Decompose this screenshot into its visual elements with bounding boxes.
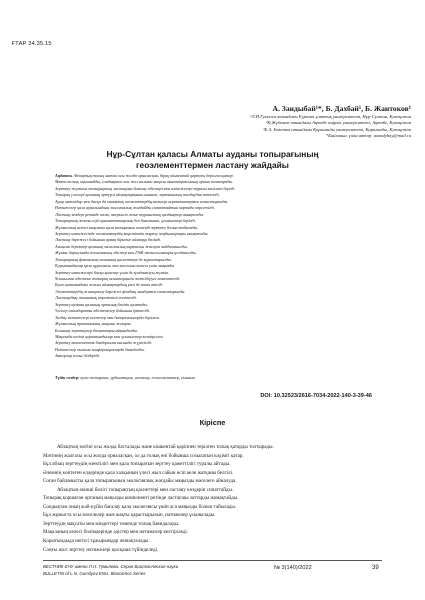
body-line: Абзацтың мәтіні осы жолда басталады және кішкентай қаріппен терілген толық қатарды толтырады. bbox=[57, 444, 274, 450]
body-line: Топырақ қоршаған ортаның маңызды компоненті ретінде ластаушы заттарды жинақтайды. bbox=[43, 495, 239, 502]
body-line: Мақаланың келесі бөлімдерінде әдістер мен нәтижелер келтіріледі. bbox=[43, 529, 189, 536]
abstract-line: Авторлар алғыс білдіреді. bbox=[55, 353, 101, 359]
abstract-line: Ауыр металдар мен басқа да химиялық элементтердің мөлшері нормативтермен салыстырылды. bbox=[55, 198, 229, 204]
abstract-line: Алынған деректер қаланың экологиялық картасын жасауға пайдаланылды. bbox=[55, 243, 188, 249]
body-line: Мәтіннің жалғасы осы жолда орналасқан, ол да толық ені бойынша созылатын кәдімгі қатар. bbox=[43, 452, 244, 459]
abstract-line: Мәтін толық оқылмайды, сондықтан осы жол ғылыми мақала аннотациясының орнын толтырады. bbox=[55, 179, 234, 185]
abstract-line: Нәтижелер ғылыми конференцияларда баяндалды. bbox=[55, 346, 146, 352]
authors: А. Зандыбай¹*, Б. Дахбай¹, Б. Жантоков¹ bbox=[272, 104, 411, 113]
abstract-line: Ластану дәрежесі бойынша аумақ бірнеше аймаққа бөлінді. bbox=[55, 237, 162, 243]
affiliation-line: ¹Л.Н.Гумилев атындағы Еуразия ұлттық университеті, Нұр-Сұлтан, Қазақстан bbox=[250, 114, 411, 119]
footer-journal-ru: ВЕСТНИК ЕНУ имени Л.Н. Гумилева. Серия Биологические науки bbox=[43, 564, 179, 569]
abstract-line: Ұсынылған әдістеме топырақ мониторингін жетілдіруге көмектеседі. bbox=[55, 276, 181, 281]
abstract-line: Мақалада негізгі қорытындылар мен ұсыныстар келтірілген. bbox=[55, 333, 164, 339]
abstract-text: Абзацтың толық мәтіні осы жолда орналасқан, бірақ кішкентай қаріппен берілген қатар. bbox=[73, 173, 234, 178]
body-line: Сондықтан оның жай-күйін бағалау қала экологиясы үшін аса маңызды болып табылады. bbox=[43, 503, 237, 510]
title-line: Нұр-Сұлтан қаласы Алматы ауданы топырағының bbox=[106, 149, 319, 159]
abstract-line: Зерттеу жұмысы топырақтың ластануын бағалау әдістері мен нәтижелері туралы мәлімет береді. bbox=[55, 185, 236, 191]
body-line: Қорытындыда негізгі тұжырымдар жинақталады. bbox=[43, 538, 150, 545]
article-title bbox=[0, 149, 425, 171]
abstract-line: Зерттеу нәтижелері басқа қалалар үшін де қолданылуы мүмкін. bbox=[55, 269, 170, 275]
affiliations bbox=[250, 114, 411, 140]
abstract-line: Зерттеу нәтижесінде элементтердің кеңістіктік таралу заңдылықтары анықталды. bbox=[55, 230, 209, 236]
body-line: Соңғы жол: зерттеу нәтижелері қысқаша түйінделеді. bbox=[43, 546, 159, 553]
abstract-line: Үлгілер стандартты әдістемелер бойынша іріктелді. bbox=[55, 308, 150, 314]
abstract-line: Талдау нәтижелері кестелер мен диаграммаларда берілген. bbox=[55, 314, 160, 320]
abstract-line: Қорытындылар қала құрылысы мен экология саласы үшін маңызды. bbox=[55, 263, 176, 269]
footer-journal-en: BULLETIN of L.N. Gumilyov ENU. Bioscience Series bbox=[43, 570, 146, 576]
section-heading-introduction: Кіріспе bbox=[199, 418, 226, 427]
abstract-line: Нәтижелер қала аумағындағы экологиялық жағдайды сипаттайтын картада көрсетілді. bbox=[55, 205, 215, 211]
body-line: Соған байланысты қала топырағының экологиялық жағдайы маңызды мәселеге айналуда. bbox=[43, 478, 237, 485]
affiliation-line: ²Қ.Жұбанов атындағы Ақтөбе өңірлік университеті, Ақтөбе, Қазақстан bbox=[266, 120, 411, 126]
abstract-line: Топырақ үлгілері қаланың әртүрлі аймақтарынан алынып, зертханалық талдаудан өткізілді. bbox=[55, 192, 220, 198]
body-line: Бұл абзац зерттеудің өзектілігі мен қала топырағын зерттеу қажеттілігі туралы айтады. bbox=[43, 461, 231, 468]
keywords bbox=[55, 375, 372, 381]
issue-number: № 3(140)/2022 bbox=[274, 565, 312, 571]
abstract-line: Жұмыстың практикалық маңызы жоғары. bbox=[55, 321, 132, 327]
body-line: Әлемнің көптеген елдерінде қала халқының үлесі жыл сайын өсіп келе жатқаны белгілі. bbox=[43, 469, 234, 476]
body-line: Бұл жұмыста осы мәселелер жан-жақты қарастырылып, нәтижелер ұсынылады. bbox=[43, 512, 216, 519]
abstract-line: Ластанудың жиынтық көрсеткіші есептелді. bbox=[55, 295, 137, 301]
affiliation-line: ³Е.А. Бөкетов атындағы Қарағанды университеті, Қарағанды, Қазақстан bbox=[263, 126, 411, 132]
abstract-line: Болашақ зерттеулер бағыттары айқындалды. bbox=[55, 327, 138, 333]
footer-rule bbox=[43, 560, 382, 561]
abstract-line: Жұмыс барысында геохимиялық әдістер мен ГАЖ технологиялары қолданылды. bbox=[55, 250, 197, 256]
doi[interactable]: DOI: 10.32523/2616-7034-2022-140-3-39-46 bbox=[260, 393, 372, 399]
abstract-line: Топырақтың физикалық-химиялық қасиеттері де қарастырылды. bbox=[55, 256, 172, 262]
udc-code: ҒТАР 34.35.15 bbox=[12, 41, 52, 47]
body-text bbox=[43, 443, 382, 554]
abstract-line: Жұмыстың негізгі мақсаты қала топырағын кешенді зерттеу болып табылады. bbox=[55, 224, 199, 230]
abstract-line: Ластану көздері ретінде көлік, өнеркәсіп және тұрмыстық қалдықтар анықталды. bbox=[55, 211, 205, 217]
abstract-line: Қала аумағындағы жасыл аймақтардың рөлі де атап өтілді. bbox=[55, 282, 164, 288]
page-number: 39 bbox=[372, 565, 379, 571]
body-line: Абзацтың екінші бөлігі топырақтың қасиеттері мен ластану көздерін сипаттайды. bbox=[57, 486, 234, 493]
abstract-line: Зерттеу аумағы қаланың орталық бөлігін қамтиды. bbox=[55, 301, 148, 307]
title-line: геоэлементтермен ластану жайдайы bbox=[136, 160, 289, 170]
abstract-lines bbox=[55, 179, 372, 359]
abstract bbox=[55, 173, 372, 360]
footer-journal bbox=[43, 564, 178, 577]
keywords-text: қала топырағы, урбанизация, ластану, геоэлементтер, сынама. bbox=[80, 375, 196, 380]
body-line: Зерттеудің мақсаты мен міндеттері төменде толық баяндалады. bbox=[43, 520, 180, 527]
corresponding-author: *Байланыс үшін автор: azandybay@mail.ru bbox=[325, 133, 411, 139]
keywords-label: Түйін сөздер: bbox=[55, 375, 80, 380]
abstract-line: Топырақтың жалпы күйі қанағаттанарлық деп бағаланып, ұсыныстар берілді. bbox=[55, 218, 196, 224]
abstract-line: Зерттеу мемлекеттік бағдарлама аясында жүргізілді. bbox=[55, 340, 153, 346]
abstract-line: Элементтердің жинақталу дәрежесі фондық мәндермен салыстырылды. bbox=[55, 288, 186, 294]
abstract-label: Аңдатпа. bbox=[55, 173, 73, 178]
